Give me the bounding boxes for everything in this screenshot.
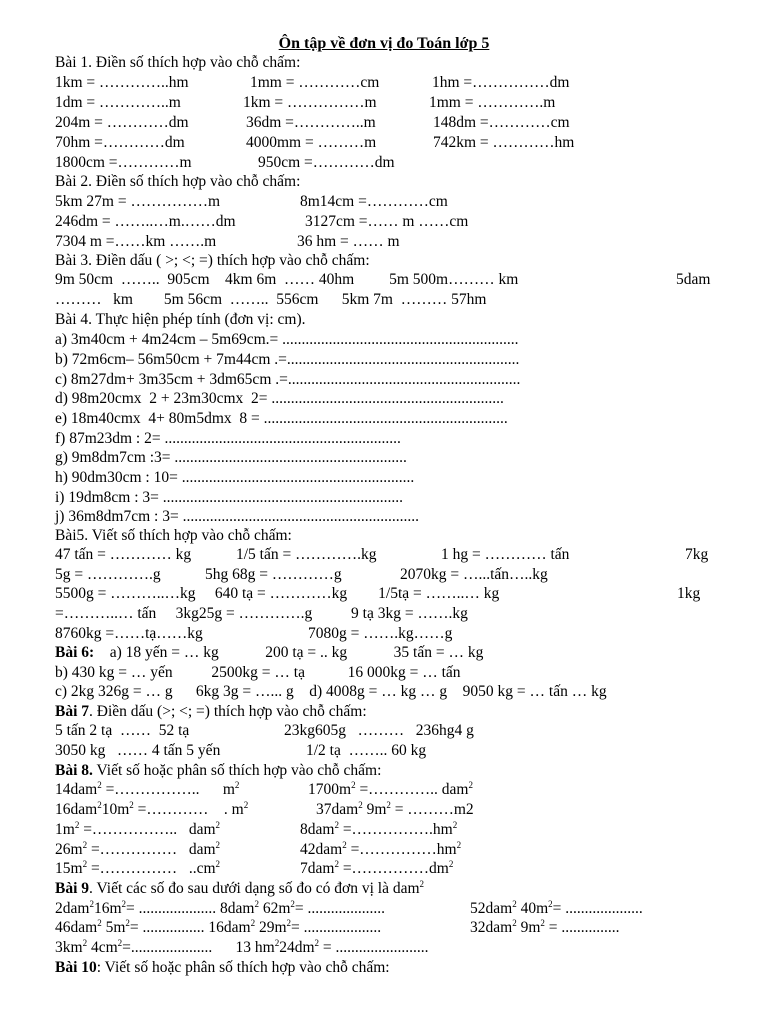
exercise-text: 1km = ……………m [243, 94, 377, 111]
exercise-text: a) 3m40cm + 4m24cm – 5m69cm.= ............................................................. [55, 331, 519, 348]
exercise-text: g) 9m8dm7cm :3= ............................................................ [55, 449, 407, 466]
exercise-text: $1700m^2$ =………….. dam$^2$ [308, 780, 473, 798]
exercise-text: $42dam^2 =\dots\dots\dots\dots\dots hm^2$ [300, 840, 462, 858]
exercise-text: $26m^2$ =…………… dam$^2$ [55, 840, 220, 858]
exercise-text: 1mm = ………….m [429, 94, 556, 111]
exercise-text: 742km = …………hm [433, 134, 575, 151]
exercise-text: $1m^2$ =…………….. dam$^2$ [55, 820, 220, 838]
exercise-label: Bài 9 [55, 880, 90, 897]
exercise-text: 5g = ………….g [55, 566, 161, 583]
exercise-text: 70hm =…………dm [55, 134, 185, 151]
exercise-text: 32dam$^2$ $9m^2$ = ............... [470, 918, 620, 936]
exercise-text: 23kg605g ……… 236hg4 g [284, 722, 474, 739]
exercise-text: 1800cm =…………m [55, 154, 192, 171]
exercise-text: 1 hg = ………… tấn [441, 546, 570, 563]
exercise-text: Bài 9. Viết các số đo sau dưới dạng số đo có đơn vị là dam$^2$ [55, 879, 425, 897]
exercise-text: 5500g = ………..…kg 640 tạ = …………kg 1/5tạ = ……..… kg [55, 585, 500, 602]
exercise-text: 36 hm = …… m [297, 233, 400, 250]
exercise-text: 1kg [677, 585, 701, 602]
exercise-text: Bài 7. Điền dấu (>; <; =) thích hợp vào chỗ chấm: [55, 703, 367, 720]
exercise-text: 14dam$^2$ =…………….. $m^2$ [55, 780, 240, 798]
exercise-text: Bài 2. Điền số thích hợp vào chỗ chấm: [55, 173, 301, 190]
exercise-label: Bài 6: [55, 644, 95, 661]
exercise-text: 5hg 68g = …………g [205, 566, 342, 583]
exercise-text: 1mm = …………cm [250, 74, 380, 91]
exercise-text: c) 2kg 326g = … g 6kg 3g = …... g d) 4008g = … kg … g 9050 kg = … tấn … kg [55, 683, 607, 700]
exercise-text: h) 90dm30cm : 10= ............................................................ [55, 469, 415, 486]
exercise-label: Bài 7 [55, 703, 90, 720]
exercise-label: Bài 10 [55, 959, 97, 976]
exercise-text: 1hm =……………dm [432, 74, 570, 91]
exercise-text: $16dam^210m^2$ =………… . $m^2$ [55, 800, 249, 818]
exercise-text: 148dm =…………cm [433, 114, 570, 131]
exercise-text: 1/2 tạ …….. 60 kg [306, 742, 427, 759]
exercise-text: $15m^2$ =…………… $..cm^2$ [55, 859, 220, 877]
exercise-text: Bài5. Viết số thích hợp vào chỗ chấm: [55, 527, 292, 544]
exercise-text: Bài 4. Thực hiện phép tính (đơn vị: cm). [55, 311, 306, 328]
exercise-text: c) 8m27dm+ 3m35cm + 3dm65cm .=............................................................ [55, 371, 521, 388]
exercise-text: f) 87m23dm : 2= ............................................................. [55, 430, 401, 447]
exercise-text: 9m 50cm …….. 905cm 4km 6m …… 40hm 5m 500m……… km [55, 271, 519, 288]
exercise-text: $7dam^2 =\dots\dots\dots\dots\dots dm^2$ [300, 859, 454, 877]
exercise-text: Bài 10: Viết số hoặc phân số thích hợp vào chỗ chấm: [55, 959, 390, 976]
page-title: Ôn tập về đơn vị đo Toán lớp 5 [278, 35, 490, 52]
exercise-text: j) 36m8dm7cm : 3= ............................................................. [55, 508, 419, 525]
exercise-text: i) 19dm8cm : 3= .............................................................. [55, 489, 404, 506]
exercise-text: $8dam^2 =\dots\dots\dots\dots\dots.hm^2$ [300, 820, 458, 838]
exercise-text: 246dm = ……..…m.……dm [55, 213, 236, 230]
exercise-label: Bài 8. [55, 762, 93, 779]
exercise-text: 204m = …………dm [55, 114, 189, 131]
exercise-text: 1km = …………..hm [55, 74, 189, 91]
exercise-text: 5km 27m = ……………m [55, 193, 221, 210]
exercise-text: 7080g = …….kg……g [308, 625, 453, 642]
exercise-text: Bài 3. Điền dấu ( >; <; =) thích hợp vào chỗ chấm: [55, 252, 370, 269]
exercise-text: $2dam^216m^2=$ .................... 8dam$^2$ $62m^2=$ .................... [55, 899, 385, 917]
exercise-text: ……… km 5m 56cm …….. 556cm 5km 7m ……… 57hm [55, 291, 487, 308]
exercise-text: $3km^2$ $4cm^2=$..................... 13 $hm^224dm^2$ = ........................ [55, 938, 429, 956]
exercise-text: 8m14cm =…………cm [300, 193, 448, 210]
exercise-text: 46dam$^2$ $5m^2=$ ................ 16dam$^2$ $29m^2=$ .................... [55, 918, 382, 936]
exercise-text: 36dm =…………..m [246, 114, 376, 131]
exercise-text: 5 tấn 2 tạ …… 52 tạ [55, 722, 190, 739]
exercise-text: 7304 m =……km …….m [55, 233, 217, 250]
exercise-text: 7kg [685, 546, 709, 563]
exercise-text: 1/5 tấn = ………….kg [236, 546, 377, 563]
exercise-text: d) 98m20cmx 2 + 23m30cmx 2= ............................................................ [55, 390, 504, 407]
exercise-text: 47 tấn = ………… kg [55, 546, 192, 563]
exercise-text: 950cm =…………dm [258, 154, 395, 171]
exercise-text: Bài 8. Viết số hoặc phân số thích hợp vào chỗ chấm: [55, 762, 382, 779]
exercise-text: 3127cm =…… m ……cm [305, 213, 469, 230]
exercise-text: 3050 kg …… 4 tấn 5 yến [55, 742, 221, 759]
exercise-text: 5dam [676, 271, 711, 288]
exercise-text: =………..… tấn 3kg25g = ………….g 9 tạ 3kg = …….kg [55, 605, 468, 622]
exercise-text: 2070kg = …...tấn…..kg [400, 566, 548, 583]
exercise-text: 52dam$^2$ $40m^2=$ .................... [470, 899, 643, 917]
exercise-text: Bài 1. Điền số thích hợp vào chỗ chấm: [55, 54, 301, 71]
exercise-text: 4000mm = ………m [246, 134, 377, 151]
exercise-text: Bài 6: a) 18 yến = … kg 200 tạ = .. kg 35 tấn = … kg [55, 644, 484, 661]
exercise-text: e) 18m40cmx 4+ 80m5dmx 8 = ............................................................... [55, 410, 508, 427]
exercise-text: 37dam$^2$ $9m^2$ = ………m2 [316, 800, 474, 818]
exercise-text: b) 72m6cm– 56m50cm + 7m44cm .=............................................................ [55, 351, 520, 368]
exercise-text: b) 430 kg = … yến 2500kg = … tạ 16 000kg = … tấn [55, 664, 461, 681]
exercise-text: 1dm = …………..m [55, 94, 181, 111]
exercise-text: 8760kg =……tạ……kg [55, 625, 203, 642]
